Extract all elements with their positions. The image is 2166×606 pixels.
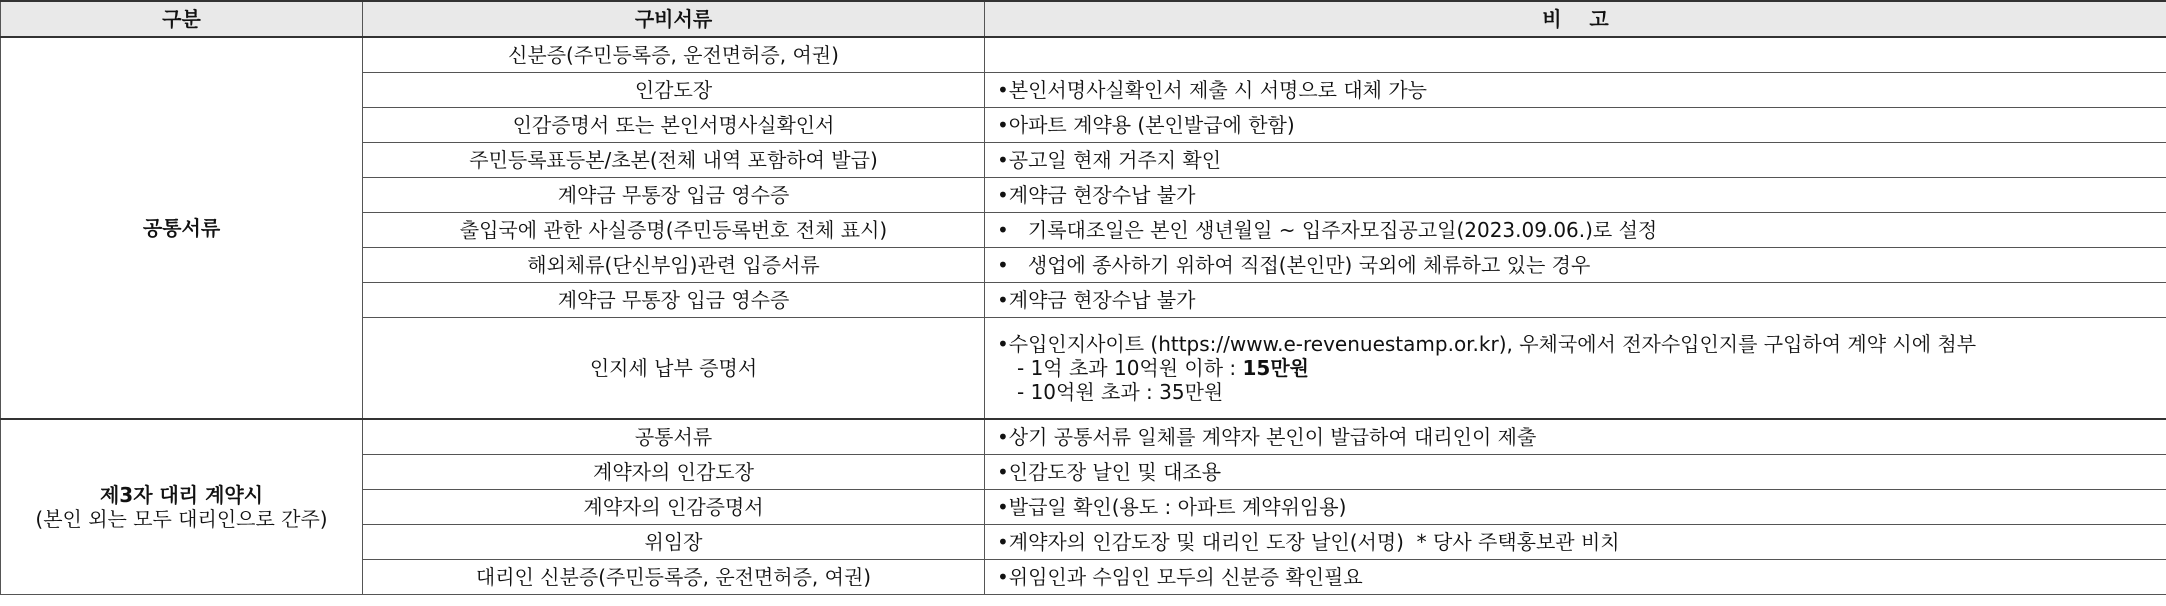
header-documents: 구비서류 (363, 1, 985, 37)
remark-line (997, 356, 2166, 380)
remark-cell: •발급일 확인(용도 : 아파트 계약위임용) (985, 490, 2166, 525)
document-cell: 위임장 (363, 525, 985, 560)
header-remarks: 비 고 (985, 1, 2166, 37)
remark-line: - 10억원 초과 : 35만원 (1017, 380, 1224, 404)
document-cell: 인감증명서 또는 본인서명사실확인서 (363, 108, 985, 143)
category-sublabel: (본인 외는 모두 대리인으로 간주) (35, 507, 328, 531)
document-cell: 계약금 무통장 입금 영수증 (363, 178, 985, 213)
document-cell: 계약자의 인감도장 (363, 455, 985, 490)
remark-cell: •본인서명사실확인서 제출 시 서명으로 대체 가능 (985, 73, 2166, 108)
table-row (1, 419, 2166, 455)
remark-line-text: - 1억 초과 10억원 이하 : (1017, 356, 1243, 380)
document-cell: 해외체류(단신부임)관련 입증서류 (363, 248, 985, 283)
remark-cell: •인감도장 날인 및 대조용 (985, 455, 2166, 490)
remark-cell (985, 37, 2166, 73)
remark-cell: •아파트 계약용 (본인발급에 한함) (985, 108, 2166, 143)
remark-cell: •위임인과 수임인 모두의 신분증 확인필요 (985, 560, 2166, 595)
document-cell: 계약자의 인감증명서 (363, 490, 985, 525)
remark-cell: • 기록대조일은 본인 생년월일 ~ 입주자모집공고일(2023.09.06.)로 설정 (985, 213, 2166, 248)
document-cell: 공통서류 (363, 419, 985, 455)
header-row (1, 1, 2166, 37)
category-label: 제3자 대리 계약시 (99, 483, 264, 507)
document-cell: 인지세 납부 증명서 (363, 318, 985, 420)
header-category: 구분 (1, 1, 363, 37)
category-proxy (1, 419, 363, 595)
remark-cell: •상기 공통서류 일체를 계약자 본인이 발급하여 대리인이 제출 (985, 419, 2166, 455)
remark-line: •수입인지사이트 (https://www.e-revenuestamp.or.kr), 우체국에서 전자수입인지를 구입하여 계약 시에 첨부 (997, 332, 1977, 356)
table-row (1, 37, 2166, 73)
remark-cell: •계약금 현장수납 불가 (985, 283, 2166, 318)
remark-cell-stamp-duty (985, 318, 2166, 420)
document-cell: 신분증(주민등록증, 운전면허증, 여권) (363, 37, 985, 73)
remark-cell: •공고일 현재 거주지 확인 (985, 143, 2166, 178)
category-common (1, 37, 363, 419)
remark-cell: •계약자의 인감도장 및 대리인 도장 날인(서명) * 당사 주택홍보관 비치 (985, 525, 2166, 560)
document-cell: 인감도장 (363, 73, 985, 108)
remark-cell: •계약금 현장수납 불가 (985, 178, 2166, 213)
document-cell: 주민등록표등본/초본(전체 내역 포함하여 발급) (363, 143, 985, 178)
category-label: 공통서류 (142, 216, 221, 240)
document-cell: 대리인 신분증(주민등록증, 운전면허증, 여권) (363, 560, 985, 595)
document-cell: 계약금 무통장 입금 영수증 (363, 283, 985, 318)
document-cell: 출입국에 관한 사실증명(주민등록번호 전체 표시) (363, 213, 985, 248)
remark-amount-bold: 15만원 (1242, 356, 1309, 380)
remark-cell: • 생업에 종사하기 위하여 직접(본인만) 국외에 체류하고 있는 경우 (985, 248, 2166, 283)
